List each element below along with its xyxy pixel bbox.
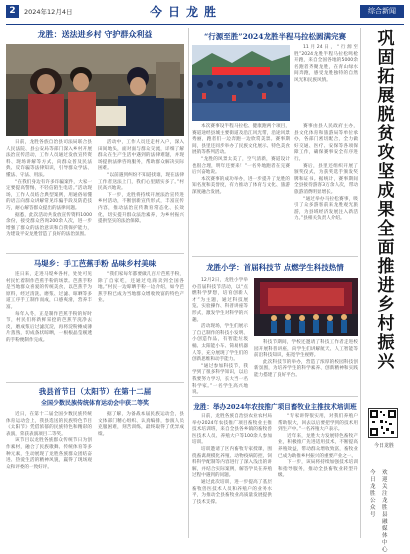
a2-p3: “我们家每年都要做几百斤芭蕉手粉，除了自家吃，还通过电商卖到全国各地。”村民一边晾晒手粉一边介绍，如今芭蕉手粉已成为当地群众增收致富的特色产业。	[98, 272, 184, 304]
article-6-col1	[192, 414, 272, 538]
a1-p2: “在我们身边有许多诈骗案件，大家一定要提高警惕，不轻信陌生电话。”活动现场，工作人员结合典型案例，用通俗易懂的语言向群众讲解常见诈骗手段及防范技巧，耐心解答群众提出的法律问题。	[6, 179, 92, 211]
article-3-title: 我县首节日（太阳节）在第十二届	[38, 387, 152, 396]
a1-p4: 活动中，工作人员还走村入户，深入田间地头，面对面与群众交流，详细了解群众在生产生活中遇到的法律难题，并现场提供法律咨询服务，帮助群众解决实际困难。	[98, 140, 184, 172]
a3-p3: 据了解，为备战本届民族运动会，县文体部门精心组织、认真编排，参演人员克服困难，刻苦训练，最终取得了优异成绩。	[98, 412, 184, 437]
a1-p3: 据悉，此次活动共发放宣传资料1000余份，接受群众咨询200余人次，进一步增强了群众的法治意识和自我保护能力，为建设平安龙胜营造了良好的法治氛围。	[6, 212, 92, 238]
column-divider	[188, 28, 189, 538]
column-divider	[360, 28, 361, 538]
article-4-title: “行源至胜”2024龙胜半程马拉松圆满完赛	[203, 32, 346, 41]
article-1-photo	[6, 44, 184, 136]
a1-p5: “以前遇到纠纷不知道找谁，现在法律工作者送法上门，我们心里踏实多了。”村民高兴地说。	[98, 172, 184, 192]
article-6-title: 龙胜：举办2024年农技推广项目畜牧业主推技术培训班	[193, 403, 357, 411]
article-2-title: 马堤乡：手工芭蕉手粉 品味乡村美味	[33, 259, 157, 268]
a3-p2: 该节目以龙胜各族群众传统节日为创作素材，融合了民族歌舞、传统体育等多种元素，生动展现了龙胜各族群众团结奋进、热爱生活的精神风貌，赢得了现场观众和评委的一致好评。	[6, 438, 92, 470]
article-5-col1	[192, 278, 248, 396]
ad-column-2: 欢迎关注龙胜县融媒体中心	[382, 470, 388, 553]
a4-p2: 本次赛事设半程马拉松、健康跑两个项目，赛道途经县城主要街道及沿江风光带，沿途风景秀丽，跑者们一边奔跑一边欣赏美景。赛事期间，县里还同步举办了民族文化展示、特色美食展销等系列活动。	[192, 124, 290, 156]
article-1-col1	[6, 140, 92, 250]
article-3-col2	[98, 412, 184, 538]
right-panel	[362, 29, 406, 553]
page-number: 2	[6, 5, 19, 18]
police-villagers-photo	[6, 44, 184, 136]
newspaper-title: 今日龙胜	[150, 5, 223, 19]
article-5-photo	[254, 278, 358, 336]
a1-p1: 日前，龙胜各族自治县司法局联合县人民法院、县公安局等部门深入乡村开展法治宣传活动，工作人员通过发放宣传资料、现场讲解等方式，向群众普及民法典、反诈骗等法律知识，引导群众学法、懂法、守法、用法。	[6, 140, 92, 178]
a4-p3: “龙胜的风景太美了，空气清新，赛道设计也很合理，明年还要来！”一名外地跑者在完赛后兴奋地说。	[192, 156, 290, 176]
article-4-col2	[294, 124, 358, 252]
article-5-col2	[254, 340, 358, 392]
article-6-col2	[278, 414, 358, 538]
a6-p2: 培训邀请了区内畜牧专家授课，围绕畜禽规模化养殖、动物疫病防控、饲料科学配制等内容进行了深入浅出的讲解，并结合实际案例，解答学员在养殖过程中遇到的问题。	[192, 446, 272, 479]
a6-p5: 近年来，龙胜大力发展特色畜牧产业，积极推广先进适用技术，不断提高养殖效益，带动群众增收致富，畜牧业已成为助推乡村振兴的重要产业之一。	[278, 433, 358, 459]
a5-p1: 12月2日，龙胜小学举办首届科技节活动，以“点燃科学梦想，培育创新人才”为主题，通过科技展览、实验操作、科普讲座等形式，激发学生对科学的兴趣。	[192, 278, 248, 323]
a5-p2: 活动现场，学生们展示了自己制作的科技小发明、小创造作品，有智能垃圾桶、太阳能小车、简易机器人等，充分展现了学生们的创新思维和动手能力。	[192, 324, 248, 363]
a4-p1: 11月24日，“行源至胜”2024龙胜半程马拉松鸣枪开跑，来自全国各地的5000余名跑者齐聚龙胜，在青山绿水间奔跑，感受龙胜独特的自然风光和民族风情。	[294, 45, 358, 83]
a5-p5: 此次科技节的举办，营造了浓厚的校园科技创新氛围，为培养学生的科学素养、创新精神和实践能力搭建了良好平台。	[254, 359, 358, 378]
a2-p1: 连日来，走进马堤乡各村，处处可见村民忙着制作芭蕉手粉的场景。芭蕉手粉是当地群众喜爱的传统美食，以芭蕉芋为原料，经过清洗、磨浆、过滤、晾晒等多道工序手工制作而成，口感爽滑，营养丰富。	[6, 272, 92, 310]
a6-p1: 日前，龙胜各族自治县农业农村局举办2024年农技推广项目畜牧业主推技术培训班，来自全县各乡镇的畜牧兽医技术人员、养殖大户等100余人参加培训。	[192, 414, 272, 446]
qr-caption: 今日龙胜	[373, 443, 394, 449]
divider	[192, 396, 358, 397]
issue-date: 2024年12月4日	[24, 8, 73, 16]
a6-p3: 通过此次培训，进一步提高了基层畜牧兽医技术人员和养殖户的业务水平，为推动全县畜牧业高质量发展提供了技术支撑。	[192, 479, 272, 505]
header-rule	[6, 24, 404, 25]
article-5-title: 龙胜小学：首届科技节 点燃学生科技热情	[206, 263, 344, 272]
article-4-col1	[192, 124, 290, 252]
article-1-col2	[98, 140, 184, 250]
a5-p3: “通过参加科技节，我学到了很多科学知识，以后我要努力学习，长大当一名科学家。”一名学生高兴地说。	[192, 363, 248, 396]
page-header	[0, 0, 410, 26]
article-1	[6, 29, 184, 40]
science-festival-stage-photo	[254, 278, 358, 336]
a2-p2: 每年入冬，正是制作芭蕉手粉的好时节，村民们将新鲜采挖的芭蕉芋洗净去皮，磨成浆后过滤沉淀，再将淀粉摊成薄片蒸熟，切成条状晾晒，一根根晶莹剔透的手粉便制作完成。	[6, 311, 92, 343]
a5-p4: 科技节期间，学校还邀请了科技工作者走进校园开展科普讲座，向学生们讲解航天、人工智能等前沿科技知识，拓宽学生视野。	[254, 340, 358, 359]
a4-p5: 赛事由县人民政府主办，县文化体育和旅游局等单位承办，各部门密切配合，全力做好交通、医疗、安保等各项保障工作，确保赛事安全有序进行。	[294, 124, 358, 162]
qr-code-icon	[369, 409, 397, 437]
article-4-photo	[192, 45, 290, 121]
a1-p6: 下一步，龙胜将持续开展法治宣传进乡村活动，不断创新宣传形式，丰富宣传内容，推动法治宣传教育常态化、长效化，切实提升群众法治素养，为乡村振兴提供坚实的法治保障。	[98, 192, 184, 225]
ad-column-1: 今日龙胜公众号	[370, 470, 376, 518]
a4-p4: 本次赛事的成功举办，进一步提升了龙胜的知名度和美誉度，有力推动了体育与文化、旅游深度融合发展。	[192, 176, 290, 195]
a3-p1: 近日，在第十二届全国少数民族传统体育运动会上，我县选送的民族特色节目《太阳节》凭借浓郁的民族特色和精彩的表演，荣获表演项目二等奖。	[6, 412, 92, 437]
article-2-col2	[98, 272, 184, 378]
article-1-title: 龙胜：送法进乡村 守护群众利益	[37, 29, 153, 39]
divider	[6, 253, 184, 254]
a6-p4: “专家讲得很实用，对我们养殖户帮助很大，回去以后要把学到的技术用到生产中。”一名养殖大户表示。	[278, 414, 358, 433]
a4-p6: 赛后，县里还组织开展了颁奖仪式，为获奖选手颁发奖牌和证书。据统计，赛事期间全县接待游客3万余人次，带动旅游消费明显增长。	[294, 163, 358, 195]
qr-code	[368, 408, 398, 438]
article-3-col1	[6, 412, 92, 538]
marathon-start-photo	[192, 45, 290, 121]
a6-p6: 下一步，该局将持续加强技术培训和指导服务，推动全县畜牧业转型升级。	[278, 460, 358, 479]
slogan-vertical: 巩固拓展脱贫攻坚成果 全面推进乡村振兴	[377, 29, 395, 372]
a4-p7: “通过举办马拉松赛事，吸引了众多游客前来龙胜观光旅游，为县域经济发展注入新活力。”县相关负责人介绍。	[294, 196, 358, 222]
article-4-col-right-top	[294, 45, 358, 121]
divider	[6, 382, 184, 383]
article-3-subtitle: 全国少数民族传统体育运动会中获二等奖	[40, 400, 149, 407]
divider	[192, 256, 358, 257]
section-badge: 综合新闻	[360, 5, 404, 18]
article-2-col1	[6, 272, 92, 378]
